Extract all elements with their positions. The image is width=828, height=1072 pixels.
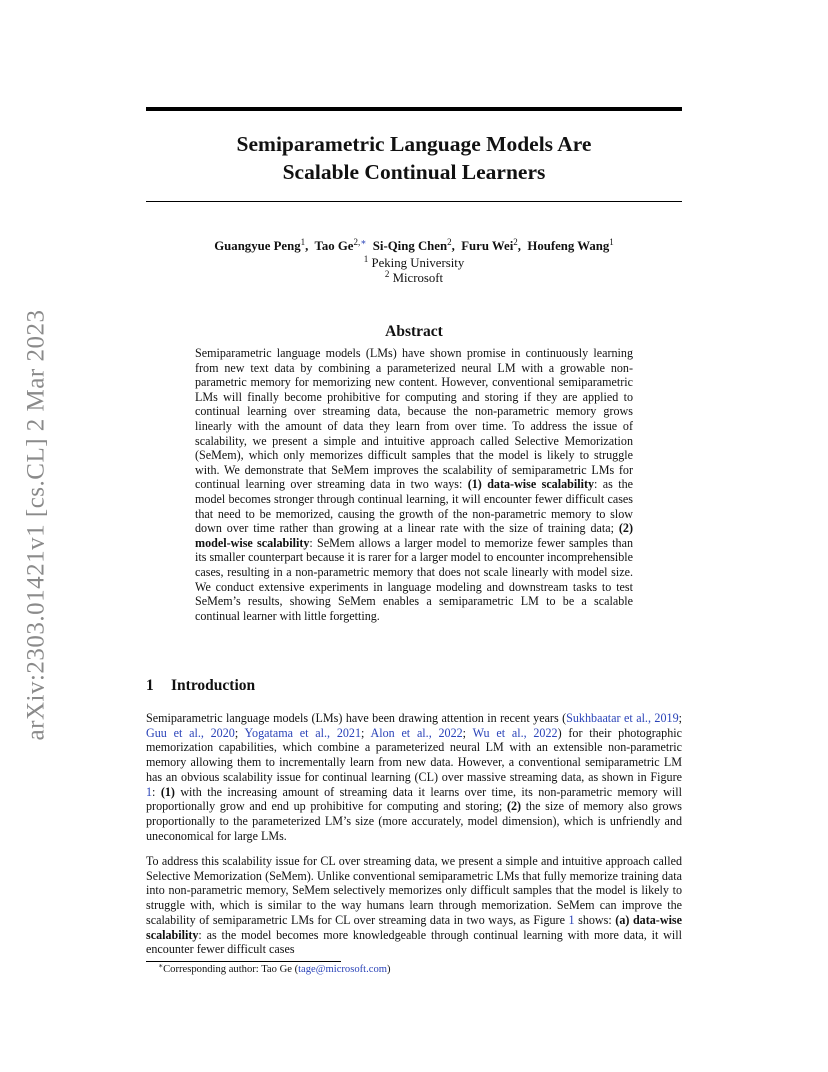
citation-link[interactable]: Yogatama et al., 2021: [244, 725, 362, 740]
affiliation: $^1$ Peking University: [363, 254, 465, 270]
title-top-rule: [146, 107, 682, 111]
author-affil-mark: 1: [300, 237, 306, 247]
arxiv-identifier-text: arXiv:2303.01421v1 [cs.CL] 2 Mar 2023: [22, 309, 50, 741]
citation-link[interactable]: Sukhbaatar et al., 2019: [566, 711, 679, 725]
footnote-rule: [146, 961, 341, 962]
arxiv-identifier: [16, 300, 56, 750]
intro-paragraph-1: Semiparametric language models (LMs) have been drawing attention in recent years (Sukhbaatar et al., 2019; Guu et al., 2020; Yogatama et al., 2021; Alon et al., 2022; Wu et al., 2022) for their photographic memorization capabilities, which combine a parameterized neural LM with an extensible non-parametric memory allowing them to incrementally learn from new data. However, a conventional semiparametric LM has an obvious scalability issue for continual learning (CL) over massive streaming data, as shown in Figure 1: (1) with the increasing amount of streaming data it learns over time, its non-parametric memory will proportionally grow and end up prohibitive for computing and storing; (2) the size of memory also grows proportionally to the parameterized LM’s size (more accurately, model dimension), which is unfriendly and uneconomical for large LMs.: [146, 711, 682, 843]
abstract-text: Semiparametric language models (LMs) have shown promise in continuously learning from new text data by combining a parameterized neural LM with a growable non-parametric memory for memorizing new content. However, conventional semiparametric LMs will finally become prohibitive for computing and storing if they are applied to continual learning over streaming data, because the non-parametric memory grows linearly with the amount of data they learn from over time. To address the issue of scalability, we present a simple and intuitive approach called Selective Memorization (SeMem), which only memorizes difficult samples that the model is likely to struggle with. We demonstrate that SeMem improves the scalability of semiparametric LMs for continual learning over streaming data in two ways: (1) data-wise scalability: as the model becomes stronger through continual learning, it will encounter fewer difficult cases that need to be memorized, causing the growth of the non-parametric memory to slow down over time rather than growing at a linear rate with the size of training data; (2) model-wise scalability: SeMem allows a larger model to memorize fewer samples than its smaller counterpart because it is rarer for a larger model to encounter incomprehensible cases, resulting in a non-parametric memory that does not scale linearly with model size. We conduct extensive experiments in language modeling and downstream tasks to test SeMem’s results, showing SeMem enables a semiparametric LM to be a scalable continual learner with little forgetting.: [195, 346, 634, 623]
author-affil-mark: 2,: [353, 237, 361, 247]
author-name: Furu Wei: [461, 239, 514, 253]
citation-link[interactable]: Guu et al., 2020: [146, 725, 235, 740]
author-name: Houfeng Wang: [527, 239, 610, 253]
author-name: Guangyue Peng: [214, 239, 301, 253]
footnote-mark: ∗: [158, 961, 164, 970]
paper-title: [146, 130, 682, 186]
figure-ref-link[interactable]: 1: [568, 912, 575, 927]
citation-link[interactable]: Alon et al., 2022: [370, 725, 463, 740]
footnote: ∗Corresponding author: Tao Ge (tage@microsoft.com): [158, 961, 391, 975]
author-name: Tao Ge: [314, 239, 354, 253]
author-affil-mark: 1: [609, 237, 614, 247]
author-affil-mark: 2: [513, 237, 518, 247]
section-title: Introduction: [171, 677, 256, 694]
title-line-1: Semiparametric Language Models Are: [236, 132, 592, 156]
title-bottom-rule: [146, 201, 682, 202]
affiliation-name: Microsoft: [392, 271, 444, 285]
corresponding-author-mark[interactable]: ∗: [360, 237, 367, 247]
author-name: Si-Qing Chen: [372, 239, 448, 253]
abstract-heading: Abstract: [385, 323, 443, 340]
section-heading: [146, 677, 255, 695]
section-number: 1: [146, 677, 154, 694]
email-link[interactable]: tage@microsoft.com: [298, 964, 387, 975]
title-line-2: Scalable Continual Learners: [282, 160, 546, 184]
citation-link[interactable]: Wu et al., 2022: [472, 725, 558, 740]
intro-paragraph-2: To address this scalability issue for CL over streaming data, we present a simple and intuitive approach called Selective Memorization (SeMem). Unlike conventional semiparametric LMs that fully memorize training data into non-parametric memory, SeMem selectively memorizes only difficult samples that the model is likely to struggle with, which is similar to the way humans learn through memorization. SeMem can improve the scalability of semiparametric LMs for CL over streaming data in two ways, as Figure 1 shows: (a) data-wise scalability: as the model becomes more knowledgeable through continual learning with more data, it will encounter fewer difficult cases: [146, 854, 683, 957]
affiliation: $^2$ Microsoft: [384, 269, 444, 285]
affiliation-name: Peking University: [371, 256, 465, 270]
figure-ref-link[interactable]: 1: [146, 784, 153, 799]
author-affil-mark: 2: [447, 237, 452, 247]
author-list: Guangyue Peng$^1$, Tao $Ge^{2,∗}$ Si-Qing Chen$^2$, Furu Wei$^2$, Houfeng Wang$^1$: [214, 237, 614, 253]
